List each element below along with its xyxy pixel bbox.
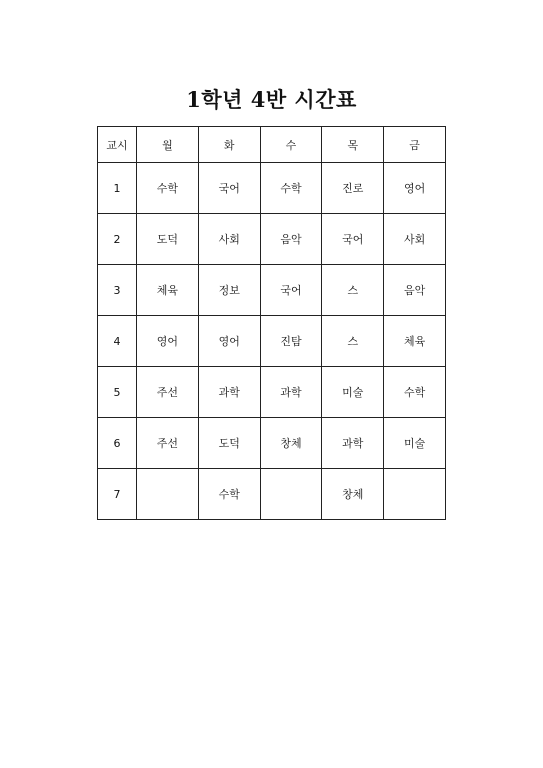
table-row [98,316,446,367]
header-thu: 목 [322,127,384,163]
subject-cell: 주선 [137,418,199,469]
subject-cell: 사회 [384,214,446,265]
subject-cell: 과학 [260,367,322,418]
subject-cell: 음악 [384,265,446,316]
timetable [97,126,446,520]
table-row [98,265,446,316]
subject-cell: 국어 [260,265,322,316]
subject-cell: 체육 [137,265,199,316]
subject-cell: 과학 [198,367,260,418]
period-cell: 1 [98,163,137,214]
subject-cell: 수학 [384,367,446,418]
header-tue: 화 [198,127,260,163]
subject-cell: 미술 [322,367,384,418]
subject-cell [260,469,322,520]
header-period: 교시 [98,127,137,163]
table-row [98,214,446,265]
header-fri: 금 [384,127,446,163]
period-cell: 5 [98,367,137,418]
period-cell: 6 [98,418,137,469]
page-title: 1학년 4반 시간표 [186,87,357,112]
subject-cell: 미술 [384,418,446,469]
period-cell: 4 [98,316,137,367]
subject-cell: 주선 [137,367,199,418]
subject-cell: 국어 [322,214,384,265]
table-row [98,163,446,214]
subject-cell: 창체 [260,418,322,469]
subject-cell: 영어 [137,316,199,367]
subject-cell: 사회 [198,214,260,265]
table-row [98,367,446,418]
subject-cell: 수학 [137,163,199,214]
subject-cell: 진로 [322,163,384,214]
subject-cell: 진탐 [260,316,322,367]
table-row [98,469,446,520]
subject-cell: 국어 [198,163,260,214]
header-row [98,127,446,163]
header-mon: 월 [137,127,199,163]
subject-cell: 체육 [384,316,446,367]
subject-cell: 과학 [322,418,384,469]
subject-cell: 창체 [322,469,384,520]
subject-cell: 도덕 [137,214,199,265]
subject-cell: 수학 [260,163,322,214]
period-cell: 7 [98,469,137,520]
header-wed: 수 [260,127,322,163]
table-row [98,418,446,469]
subject-cell: 도덕 [198,418,260,469]
period-cell: 2 [98,214,137,265]
subject-cell: 영어 [198,316,260,367]
subject-cell: 정보 [198,265,260,316]
subject-cell: 스 [322,265,384,316]
subject-cell: 수학 [198,469,260,520]
subject-cell [137,469,199,520]
subject-cell: 스 [322,316,384,367]
subject-cell [384,469,446,520]
subject-cell: 음악 [260,214,322,265]
subject-cell: 영어 [384,163,446,214]
period-cell: 3 [98,265,137,316]
